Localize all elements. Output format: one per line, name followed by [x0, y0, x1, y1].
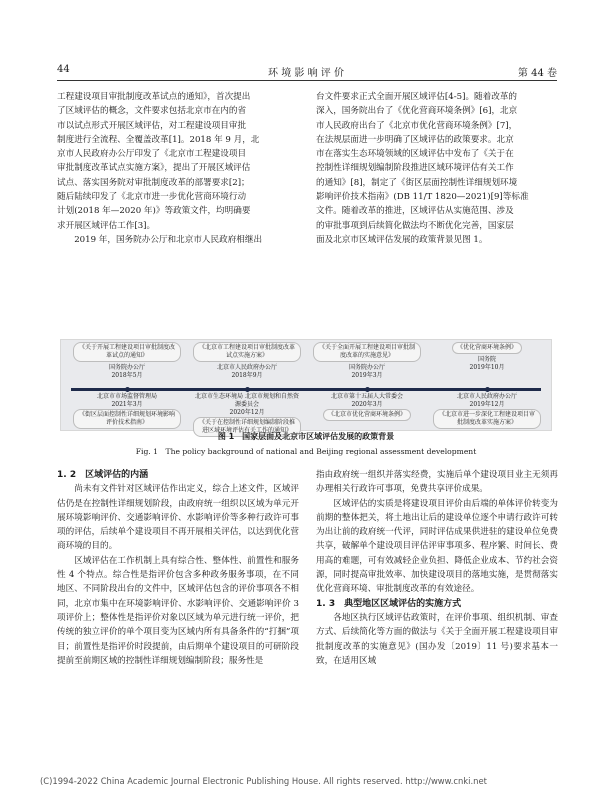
timeline-axis	[71, 388, 541, 391]
text-line: 控制性详细规划编制阶段推进区域环境评估有关工作	[316, 163, 514, 174]
text-line: 市以试点形式开展区域评估，对工程建设项目审批	[57, 120, 247, 131]
timeline-node-top	[433, 342, 541, 372]
timeline-dot	[365, 387, 370, 392]
text-line: 随后陆续印发了《北京市进一步优化营商环境行动	[57, 192, 247, 203]
figure-caption-en: Fig. 1 The policy background of national and Beijing regional assessment development	[135, 447, 477, 456]
timeline-dot	[245, 387, 250, 392]
issuer-label: 北京市人民政府办公厅	[216, 364, 277, 371]
copyright-footer: (C)1994-2022 China Academic Journal Electronic Publishing House. All rights reserved. http://www.cnki.net	[40, 776, 487, 786]
text-line: 在法规层面进一步明确了区域评估的政策要求。北京	[316, 134, 514, 145]
top-left-column	[57, 90, 299, 247]
timeline-node-bottom	[73, 393, 181, 429]
journal-title: 环 境 影 响 评 价	[268, 68, 344, 79]
document-label: 《北京市优化营商环境条例》	[323, 409, 411, 421]
policy-timeline-figure	[60, 339, 552, 434]
date-label: 2020年12月	[229, 409, 265, 416]
document-label: 《北京市进一步深化工程建设项目审批制度改革实施方案》	[433, 409, 541, 429]
text-line: 文件。随着改革的推进，区域评估从实施范围、涉及	[316, 206, 514, 217]
timeline-node-top	[73, 342, 181, 380]
section-heading: 1. 2 区域评估的内涵	[57, 470, 149, 480]
issuer-label: 北京市人民政府办公厅	[456, 393, 517, 400]
header-rule	[57, 80, 557, 81]
bottom-left-column	[57, 468, 299, 668]
paragraph: 各地区执行区域评估政策时，在评价事项、组织机制、审查方式、后续简化等方面的做法与《关于全面开展工程建设项目审批制度改革的实施意见》(国办发〔2019〕11 号)要求基本一致，在适用区域	[316, 612, 558, 666]
top-right-column	[316, 90, 558, 247]
text-line: 市在落实生态环境领域的区域评估中发布了《关于在	[316, 149, 514, 160]
bottom-right-column	[316, 468, 558, 668]
timeline-node-top	[193, 342, 301, 380]
text-line: 深入，国务院出台了《优化营商环境条例》[6]，北京	[316, 106, 518, 117]
text-line: 的通知》[8]，制定了《街区层面控制性详细规划环境	[316, 177, 518, 188]
document-label: 《北京市工程建设项目审批制度改革试点实施方案》	[193, 342, 301, 362]
text-line: 了区域评估的概念，文件要求包括北京市在内的省	[57, 106, 247, 117]
text-line: 2019 年，国务院办公厅和北京市人民政府相继出	[57, 234, 263, 245]
date-label: 2021年3月	[111, 401, 143, 408]
figure-caption-cn: 图 1 国家层面及北京市区域评估发展的政策背景	[217, 432, 395, 441]
text-line: 面及北京市区域评估发展的政策背景见图 1。	[316, 234, 488, 245]
page-number: 44	[57, 64, 70, 75]
document-label: 《关于全面开展工程建设项目审批制度改革的实施意见》	[313, 342, 421, 362]
date-label: 2018年9月	[231, 372, 263, 379]
document-label: 《关于开展工程建设项目审批制度改革试点的通知》	[73, 342, 181, 362]
timeline-node-bottom	[433, 393, 541, 429]
text-line: 的审批事项到后续简化做法均不断优化完善，国家层	[316, 220, 514, 231]
document-label: 《优化营商环境条例》	[452, 342, 522, 354]
date-label: 2020年3月	[351, 401, 383, 408]
paragraph: 区域评估的实质是将建设项目评价由后端的单体评价转变为前期的整体把关，将土地出让后的建设单位逐个申请行政许可转为出让前的政府统一代评，同时评估成果供进驻的建设单位免费共享，破解单个建设项目评估评审事项多、程序繁、时间长、费用高的难题，可有效减轻企业负担、降低企业成本、节约社会资源，同时提高审批效率、加快建设项目的落地实施，是贯彻落实优化营商环境、审批制度改革的有效途径。	[316, 498, 558, 595]
timeline-dot	[125, 387, 130, 392]
text-line: 制度进行全流程、全覆盖改革[1]。2018 年 9 月，北	[57, 134, 260, 145]
text-line: 影响评价技术指南》(DB 11/T 1820—2021)[9]等标准	[316, 192, 529, 203]
issuer-label: 北京市市场监督管理局	[96, 393, 157, 400]
text-line: 计划(2018 年—2020 年)》等政策文件，均明确要	[57, 206, 251, 217]
document-label: 《关于在控制性详细规划编制阶段推进区域环境评估有关工作的通知》	[193, 417, 301, 437]
timeline-node-top	[313, 342, 421, 380]
paragraph: 指由政府统一组织并落实经费，实施后单个建设项目业主无须再办理相关行政许可事项，免费共享评价成果。	[316, 470, 558, 495]
text-line: 市人民政府出台了《北京市优化营商环境条例》[7]，	[316, 120, 518, 131]
issuer-label: 北京市生态环境局 北京市规划和自然资源委员会	[195, 393, 299, 408]
paragraph: 尚未有文件针对区域评估作出定义，综合上述文件，区域评估仍是在控制性详细规划阶段，由政府统一组织以区域为单元开展环境影响评价、交通影响评价、水影响评价等多种行政许可事项的评估，后续单个建设项目不再开展相关评估，以达到优化营商环境的目的。	[57, 484, 299, 552]
timeline-dot	[485, 387, 490, 392]
text-line: 京市人民政府办公厅印发了《北京市工程建设项目	[57, 149, 247, 160]
issuer-label: 国务院	[477, 356, 496, 363]
timeline-node-bottom	[313, 393, 421, 421]
text-line: 试点、落实国务院对审批制度改革的部署要求[2]；	[57, 177, 250, 188]
paragraph: 区域评估在工作机制上具有综合性、整体性、前置性和服务性 4 个特点。综合性是指评价包含多种政务服务事项，在不同地区、不同阶段出台的文件中，区域评估包含的评价事项各不相同，北京市集中在环境影响评价、水影响评价、交通影响评价 3 项评价上；整体性是指评价对象以区域为单元进行统一评价，把传统的独立评价的单个项目变为区域内所有具备条件的“打捆”项目；前置性是指评价时段提前，由后期单个建设项目的可研阶段提前至前期区域的控制性详细规划编制阶段；服务性是	[57, 555, 299, 666]
issuer-label: 国务院办公厅	[108, 364, 145, 371]
document-label: 《街区层面控制性详细规划环境影响评价技术指南》	[73, 409, 181, 429]
date-label: 2019年12月	[469, 401, 505, 408]
text-line: 工程建设项目审批制度改革试点的通知》，首次提出	[57, 92, 251, 102]
date-label: 2018年5月	[111, 372, 143, 379]
section-heading: 1. 3 典型地区区域评估的实施方式	[316, 598, 462, 609]
text-line: 台文件要求正式全面开展区域评估[4-5]。随着改革的	[316, 92, 518, 102]
date-label: 2019年3月	[351, 372, 383, 379]
text-line: 审批制度改革试点实施方案》，提出了开展区域评估	[57, 163, 251, 174]
issuer-label: 国务院办公厅	[348, 364, 385, 371]
text-line: 求开展区域评估工作[3]。	[57, 220, 156, 231]
issuer-label: 北京市第十五届人大常委会	[330, 393, 403, 400]
volume-label: 第 44 卷	[517, 68, 557, 79]
date-label: 2019年10月	[469, 364, 505, 371]
